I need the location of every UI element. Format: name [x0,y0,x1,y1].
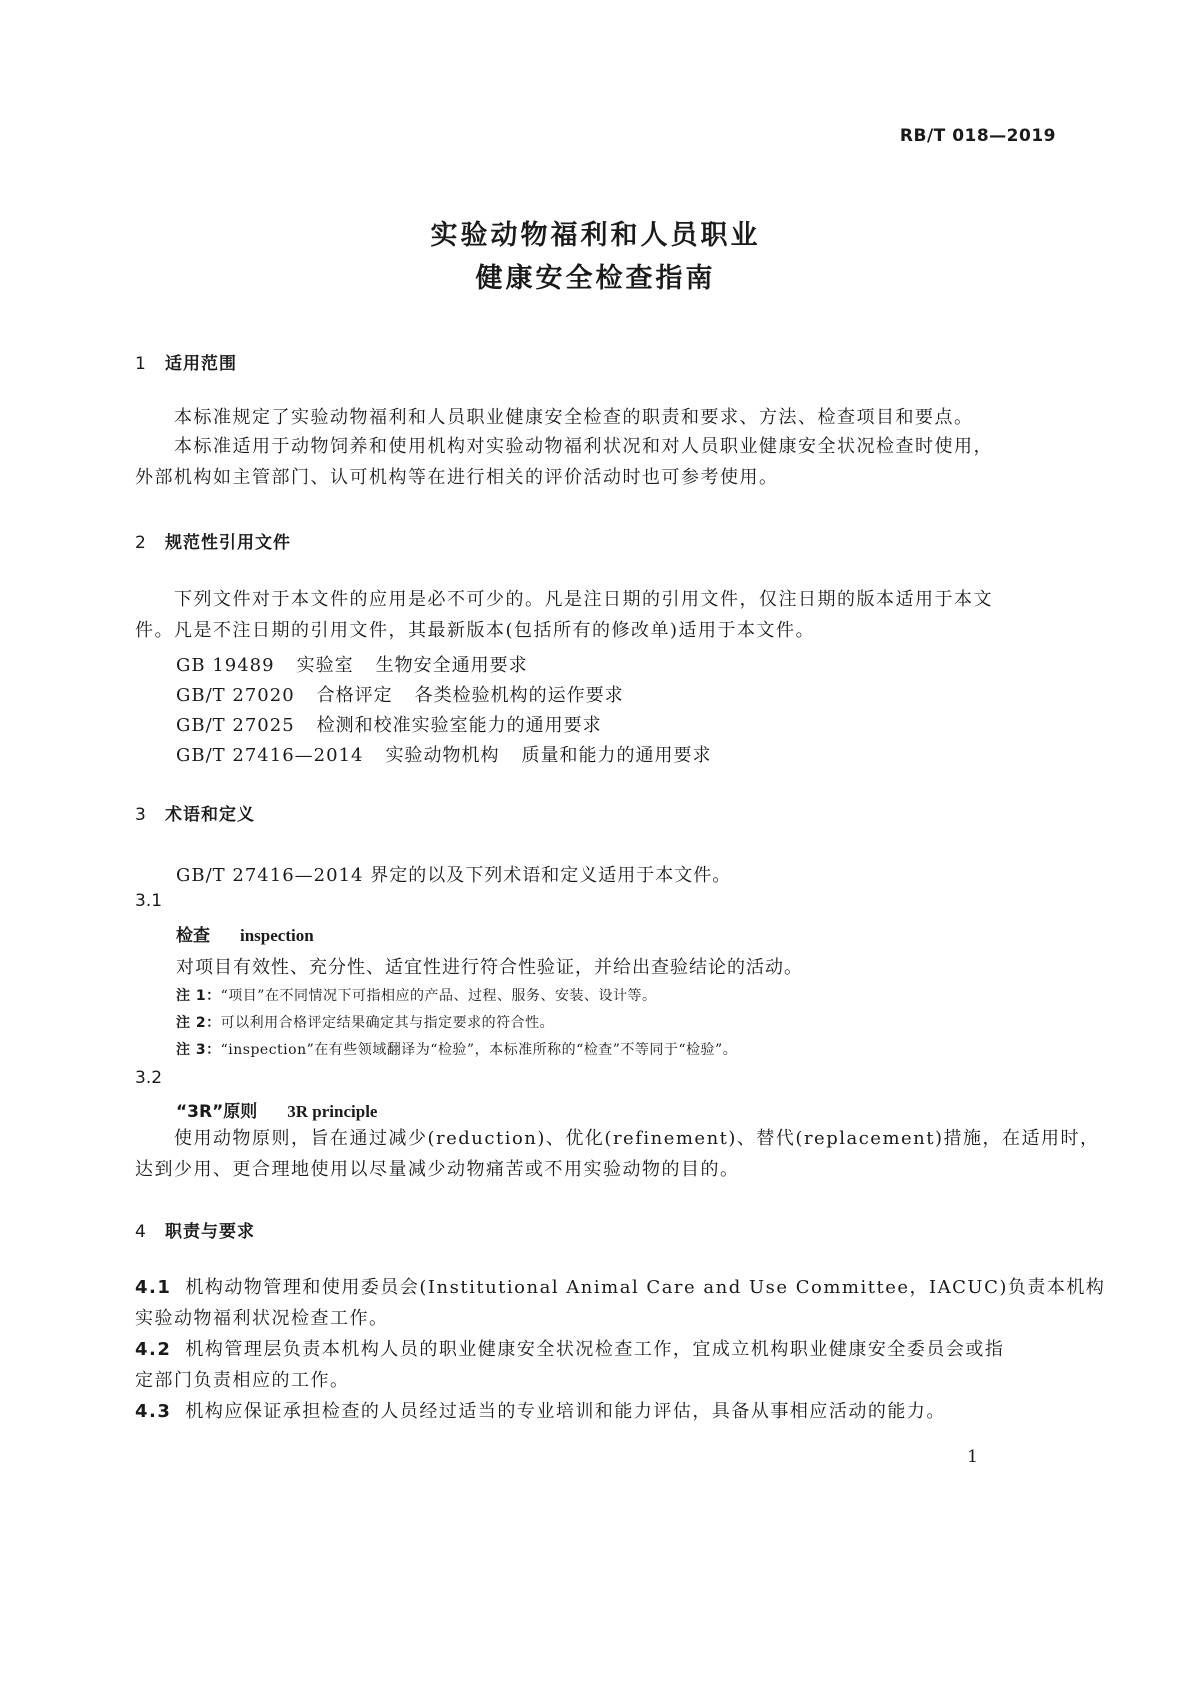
clause-number: 4.2 [135,1339,172,1360]
note [176,1012,554,1032]
section-4-heading [135,1217,255,1242]
term-number: 3.1 [135,891,163,911]
note [176,1039,737,1059]
paragraph: 下列文件对于本文件的应用是必不可少的。凡是注日期的引用文件，仅注日期的版本适用于本文 [174,589,993,610]
section-title: 职责与要求 [165,1222,255,1242]
reference-code: GB/T 27025 [176,715,295,736]
note-label: 注 3： [176,1042,221,1058]
term-definition-continuation: 达到少用、更合理地使用以尽量减少动物痛苦或不用实验动物的目的。 [135,1159,740,1180]
section-3-heading [135,800,255,825]
note-text: “项目”在不同情况下可指相应的产品、过程、服务、安装、设计等。 [220,988,657,1004]
reference-title: 实验室 [296,655,354,676]
note-text: “inspection”在有些领域翻译为“检验”，本标准所称的“检查”不等同于“检验”。 [220,1042,738,1058]
reference-code: GB/T 27416—2014 [176,745,364,766]
section-number: 3 [135,805,147,825]
reference-item [176,741,711,767]
clause-text: 机构动物管理和使用委员会(Institutional Animal Care and Use Committee，IACUC)负责本机构 [185,1277,1106,1298]
clause-number: 4.3 [135,1401,172,1422]
reference-subtitle: 质量和能力的通用要求 [521,745,712,766]
term-zh: 检查 [176,926,210,946]
paragraph-continuation: 件。凡是不注日期的引用文件，其最新版本(包括所有的修改单)适用于本文件。 [135,620,816,641]
section-number: 4 [135,1222,147,1242]
note-label: 注 2： [176,1015,221,1031]
section-title: 适用范围 [165,354,237,374]
term-en: inspection [240,926,314,945]
reference-code: GB 19489 [176,655,275,676]
clause-text: 机构管理层负责本机构人员的职业健康安全状况检查工作，宜成立机构职业健康安全委员会或指 [185,1339,1005,1360]
section-1-heading [135,349,237,374]
clause-continuation: 实验动物福利状况检查工作。 [135,1308,389,1329]
clause-4-3 [135,1395,946,1428]
standard-code: RB/T 018—2019 [899,126,1056,146]
reference-subtitle: 生物安全通用要求 [375,655,528,676]
paragraph: GB/T 27416—2014 界定的以及下列术语和定义适用于本文件。 [176,865,732,886]
term-heading [176,921,314,946]
clause-4-2 [135,1333,1004,1366]
reference-item [176,711,602,737]
reference-title: 实验动物机构 [385,745,500,766]
clause-continuation: 定部门负责相应的工作。 [135,1370,350,1391]
term-heading [176,1097,377,1122]
reference-title: 合格评定 [316,685,393,706]
term-zh: “3R”原则 [176,1102,258,1122]
term-en: 3R principle [287,1102,378,1121]
clause-4-1 [135,1271,1105,1304]
section-title: 规范性引用文件 [165,533,291,553]
reference-subtitle: 各类检验机构的运作要求 [414,685,624,706]
term-number: 3.2 [135,1068,163,1088]
note-label: 注 1： [176,988,221,1004]
section-title: 术语和定义 [165,805,255,825]
note-text: 可以利用合格评定结果确定其与指定要求的符合性。 [220,1015,555,1031]
paragraph: 本标准规定了实验动物福利和人员职业健康安全检查的职责和要求、方法、检查项目和要点。 [174,407,974,428]
page-number: 1 [967,1447,978,1467]
term-definition: 对项目有效性、充分性、适宜性进行符合性验证，并给出查验结论的活动。 [176,957,803,978]
reference-code: GB/T 27020 [176,685,295,706]
document-title-line1: 实验动物福利和人员职业 [430,220,761,251]
reference-item [176,681,624,707]
paragraph-continuation: 外部机构如主管部门、认可机构等在进行相关的评价活动时也可参考使用。 [135,467,779,488]
section-2-heading [135,528,291,553]
note [176,985,656,1005]
reference-title: 检测和校准实验室能力的通用要求 [316,715,602,736]
section-number: 2 [135,533,147,553]
term-definition: 使用动物原则，旨在通过减少(reduction)、优化(refinement)、替代(replacement)措施，在适用时， [174,1128,1100,1149]
reference-item [176,651,528,677]
document-title-line2: 健康安全检查指南 [475,263,716,294]
clause-text: 机构应保证承担检查的人员经过适当的专业培训和能力评估，具备从事相应活动的能力。 [185,1401,946,1422]
paragraph: 本标准适用于动物饲养和使用机构对实验动物福利状况和对人员职业健康安全状况检查时使用， [174,436,993,457]
clause-number: 4.1 [135,1277,172,1298]
section-number: 1 [135,354,147,374]
